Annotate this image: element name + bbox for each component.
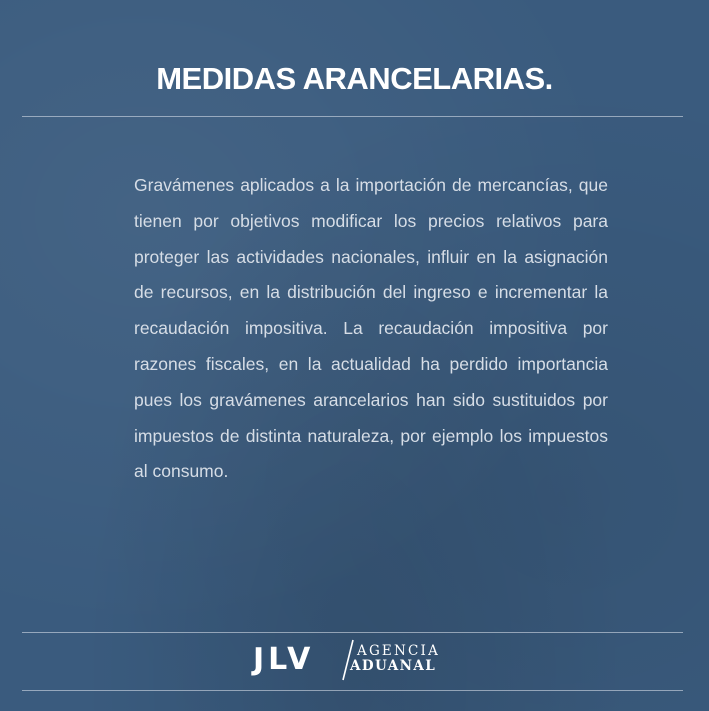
logo-mark: JLV: [253, 642, 315, 677]
body-paragraph: Gravámenes aplicados a la importación de mercancías, que tienen por objetivos modificar los precios relativos para proteger las actividades nacionales, influir en la asignación de recursos, en la distribución del ingreso e incrementar la recaudación impositiva. La recaudación impositiva por razones fiscales, en la actualidad ha perdido importancia pues los gravámenes arancelarios han sido sustituidos por impuestos de distinta naturaleza, por ejemplo los impuestos al consumo.: [134, 175, 608, 482]
page-title: MEDIDAS ARANCELARIAS.: [156, 61, 553, 96]
logo-line-aduanal: ADUANAL: [350, 658, 437, 674]
logo-line-agencia: AGENCIA: [357, 643, 441, 659]
footer-divider-bottom: [22, 690, 683, 691]
footer-divider-top: [22, 632, 683, 633]
agency-logo: [253, 639, 463, 683]
title-divider: [22, 116, 683, 117]
